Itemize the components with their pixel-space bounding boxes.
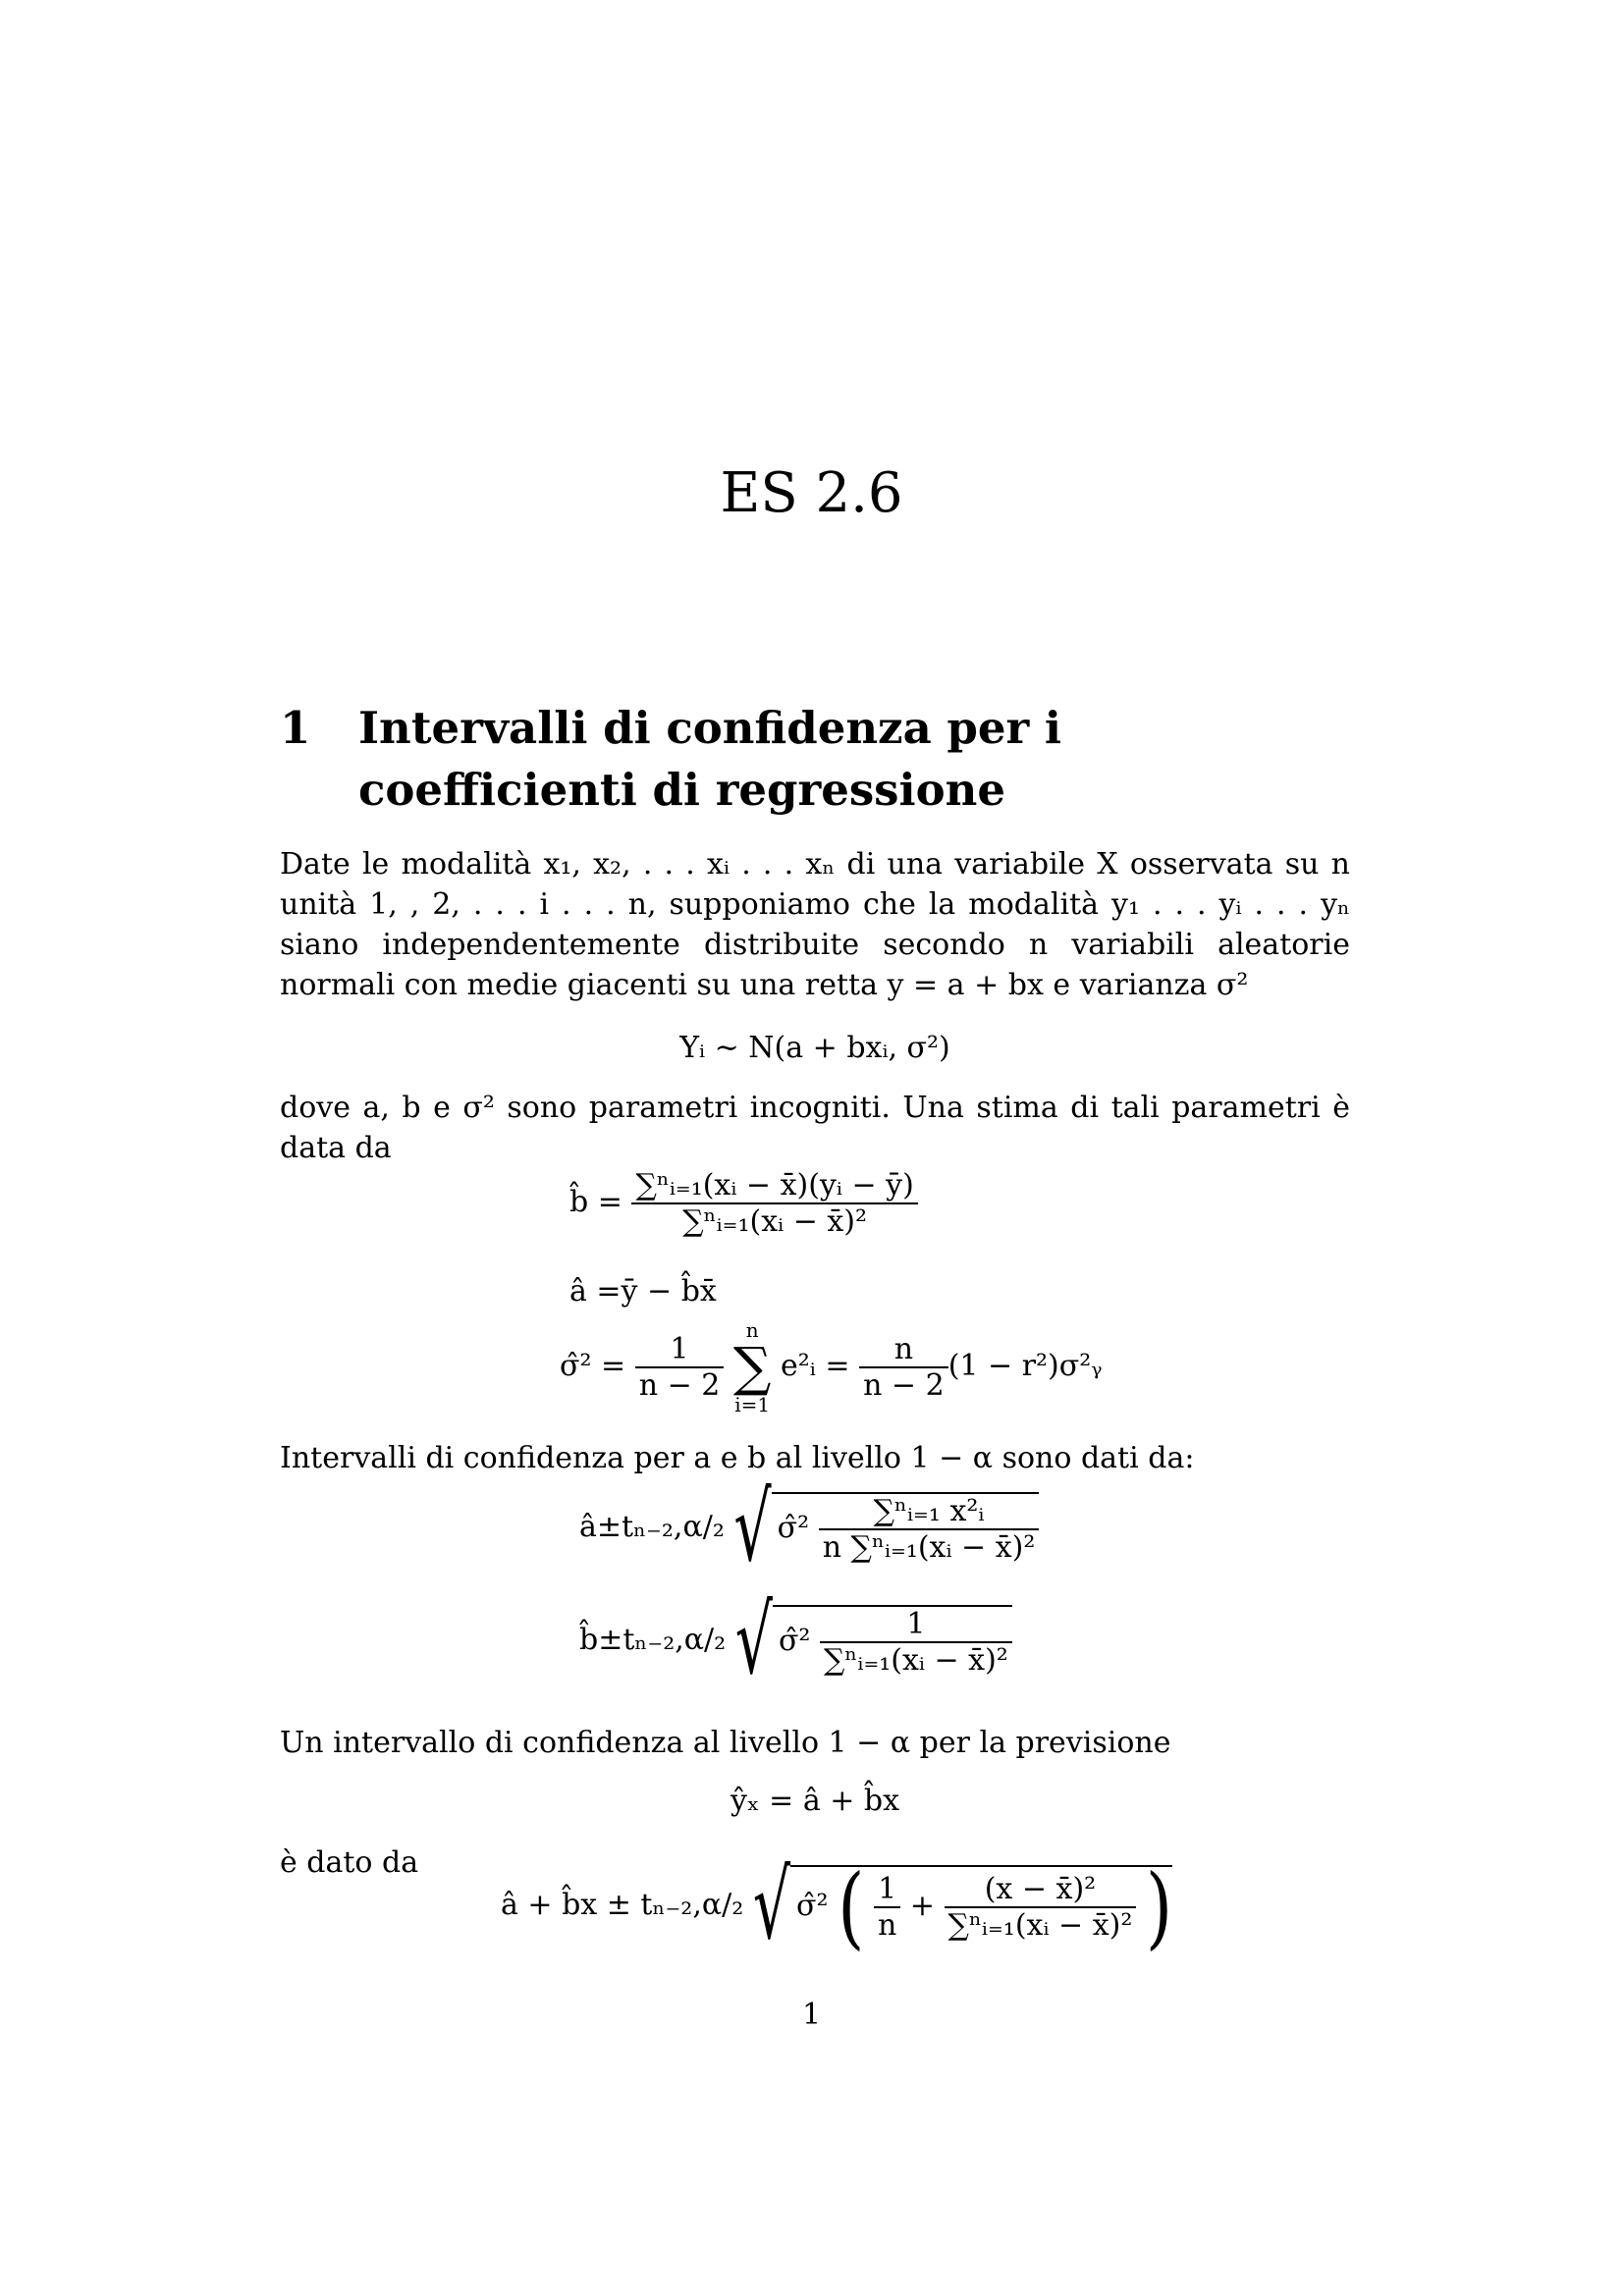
sigma-hat-estimator xyxy=(560,1320,1103,1415)
sigma-hat-lhs: σ̂² = xyxy=(560,1349,626,1383)
ci-b-sigma: σ̂² xyxy=(778,1624,811,1658)
sigma-frac1-num: 1 xyxy=(670,1332,689,1366)
b-hat-numerator: ∑ⁿᵢ₌₁(xᵢ − x̄)(yᵢ − ȳ) xyxy=(635,1168,914,1202)
prediction-plus: + xyxy=(909,1889,935,1923)
sigma-fraction-1 xyxy=(635,1332,725,1403)
b-hat-denominator: ∑ⁿᵢ₌₁(xᵢ − x̄)² xyxy=(682,1204,868,1239)
ci-a-fraction xyxy=(819,1494,1040,1565)
sum-upper-limit: n xyxy=(745,1318,759,1342)
params-paragraph: dove a, b e σ² sono parametri incogniti. Una stima di tali parametri è data da xyxy=(280,1091,1350,1165)
section-heading xyxy=(280,697,1350,821)
section-title: Intervalli di confidenza per i coefficienti di regressione xyxy=(358,702,1061,816)
intro-paragraph: Date le modalità x₁, x₂, . . . xᵢ . . . xₙ di una variabile X osservata su n unità 1, , 2, . . . i . . . n, supponiamo che la modalità y₁ . . . yᵢ . . . yₙ siano independentemente distribuite secondo n variabili aleatorie normali con medie giacenti su una retta y = a + bx e varianza σ² xyxy=(280,847,1350,1002)
ci-b-fraction xyxy=(820,1607,1012,1678)
document-title: ES 2.6 xyxy=(720,461,903,525)
b-hat-estimator xyxy=(569,1168,918,1239)
prediction-radicand: σ̂² ( $\frac{1}{n}$ + $\frac{\text{(x − x̄)²}}{\text{∑ⁿᵢ₌₁(xᵢ − x̄)²}}$ ) xyxy=(790,1865,1172,1948)
b-hat-fraction xyxy=(631,1168,917,1239)
prediction-f2-num: (x − x̄)² xyxy=(984,1872,1097,1906)
sigma-term: e²ᵢ = xyxy=(781,1349,850,1383)
prediction-f1-den: n xyxy=(877,1908,897,1943)
ci-a-numerator: ∑ⁿᵢ₌₁ x²ᵢ xyxy=(873,1494,985,1528)
ci-a-sigma: σ̂² xyxy=(777,1511,810,1545)
prediction-lhs: â + b̂x ± tₙ₋₂,α/₂ xyxy=(501,1888,744,1922)
prediction-intro-paragraph: Un intervallo di confidenza al livello 1 − α per la previsione xyxy=(280,1726,1171,1760)
sigma-frac1-den: n − 2 xyxy=(638,1368,721,1403)
ci-intro-paragraph: Intervalli di confidenza per a e b al livello 1 − α sono dati da: xyxy=(280,1441,1195,1475)
sigma-frac2-den: n − 2 xyxy=(863,1368,945,1403)
sum-lower-limit: i=1 xyxy=(734,1393,771,1416)
ci-a xyxy=(579,1473,1039,1583)
prediction-given-paragraph: è dato da xyxy=(280,1845,419,1880)
prediction-fraction-1 xyxy=(874,1872,900,1943)
prediction-fraction-2 xyxy=(945,1872,1137,1943)
sqrt-icon: √ xyxy=(733,1473,772,1583)
ci-b xyxy=(579,1586,1012,1696)
ci-a-denominator: n ∑ⁿᵢ₌₁(xᵢ − x̄)² xyxy=(822,1530,1036,1565)
a-hat-estimator: â =ȳ − b̂x̄ xyxy=(569,1274,717,1308)
prediction-interval xyxy=(501,1851,1286,1973)
sigma-tail: (1 − r²)σ²ᵧ xyxy=(947,1349,1103,1383)
ci-b-numerator: 1 xyxy=(906,1607,926,1641)
prediction-f1-num: 1 xyxy=(878,1872,897,1906)
prediction-sigma: σ̂² xyxy=(796,1889,829,1923)
sqrt-icon: √ xyxy=(752,1851,791,1961)
page-number: 1 xyxy=(801,1998,822,2032)
sigma-frac2-num: n xyxy=(893,1332,914,1366)
section-number: 1 xyxy=(280,702,311,754)
ci-b-radicand xyxy=(773,1605,1012,1678)
b-hat-lhs: b̂ = xyxy=(569,1185,622,1219)
sigma-fraction-2 xyxy=(859,1332,948,1403)
ci-b-lhs: b̂±tₙ₋₂,α/₂ xyxy=(579,1623,727,1657)
prediction-f2-den: ∑ⁿᵢ₌₁(xᵢ − x̄)² xyxy=(947,1908,1133,1943)
prediction-equation: ŷₓ = â + b̂x xyxy=(730,1784,900,1818)
prediction-interval-row xyxy=(501,1851,1173,1961)
ci-a-radicand xyxy=(772,1492,1040,1565)
summation-symbol: n ∑ i=1 xyxy=(732,1318,772,1416)
ci-a-lhs: â±tₙ₋₂,α/₂ xyxy=(579,1510,725,1544)
ci-block xyxy=(579,1473,1267,1718)
sqrt-icon: √ xyxy=(734,1586,773,1696)
estimators-block xyxy=(560,1168,1247,1423)
model-equation: Yᵢ ∼ N(a + bxᵢ, σ²) xyxy=(679,1031,950,1065)
ci-b-denominator: ∑ⁿᵢ₌₁(xᵢ − x̄)² xyxy=(824,1643,1008,1678)
